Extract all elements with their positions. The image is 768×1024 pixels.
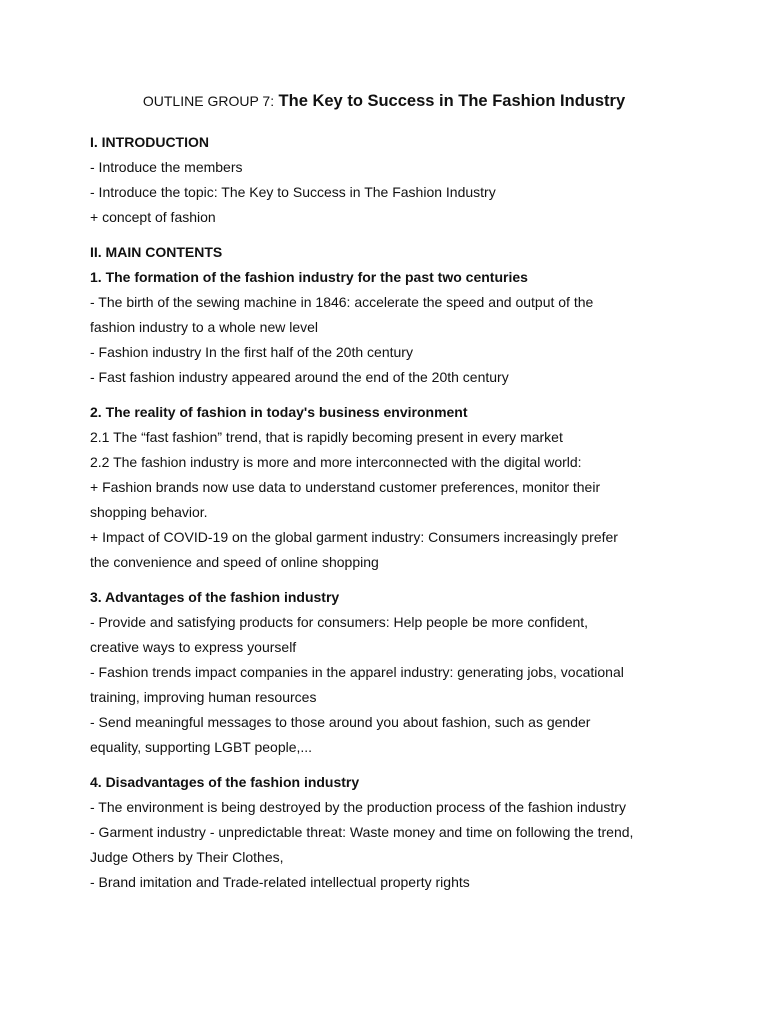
section-heading: 2. The reality of fashion in today's business environment: [90, 404, 468, 420]
outline-line: shopping behavior.: [90, 504, 208, 520]
outline-line: - Provide and satisfying products for consumers: Help people be more confident,: [90, 614, 589, 630]
outline-line: equality, supporting LGBT people,...: [90, 739, 313, 755]
section-heading: I. INTRODUCTION: [90, 134, 209, 150]
section-heading: 1. The formation of the fashion industry for the past two centuries: [90, 269, 528, 285]
outline-line: - Fast fashion industry appeared around the end of the 20th century: [90, 369, 509, 385]
outline-line: fashion industry to a whole new level: [90, 319, 319, 335]
title-prefix: OUTLINE GROUP 7:: [142, 93, 275, 109]
outline-line: - Fashion trends impact companies in the apparel industry: generating jobs, vocational: [90, 664, 624, 680]
outline-line: 2.1 The “fast fashion” trend, that is rapidly becoming present in every market: [90, 429, 563, 445]
section-heading: 3. Advantages of the fashion industry: [90, 589, 340, 605]
outline-line: - Introduce the topic: The Key to Success in The Fashion Industry: [90, 184, 496, 200]
outline-line: - Fashion industry In the first half of the 20th century: [90, 344, 413, 360]
outline-line: creative ways to express yourself: [90, 639, 297, 655]
outline-line: - Brand imitation and Trade-related intellectual property rights: [90, 874, 470, 890]
outline-line: training, improving human resources: [90, 689, 317, 705]
outline-line: - Introduce the members: [90, 159, 243, 175]
section-heading: 4. Disadvantages of the fashion industry: [90, 774, 360, 790]
outline-line: - The birth of the sewing machine in 1846: accelerate the speed and output of the: [90, 294, 594, 310]
document-title: [0, 92, 768, 111]
outline-line: - The environment is being destroyed by the production process of the fashion industry: [90, 799, 626, 815]
outline-line: - Send meaningful messages to those around you about fashion, such as gender: [90, 714, 591, 730]
outline-line: Judge Others by Their Clothes,: [90, 849, 284, 865]
outline-line: + concept of fashion: [90, 209, 216, 225]
outline-line: 2.2 The fashion industry is more and more interconnected with the digital world:: [90, 454, 582, 470]
section-heading: II. MAIN CONTENTS: [90, 244, 223, 260]
title-main: The Key to Success in The Fashion Industry: [278, 92, 626, 110]
outline-line: the convenience and speed of online shopping: [90, 554, 379, 570]
outline-line: + Fashion brands now use data to understand customer preferences, monitor their: [90, 479, 601, 495]
outline-line: + Impact of COVID-19 on the global garment industry: Consumers increasingly prefer: [90, 529, 618, 545]
outline-line: - Garment industry - unpredictable threat: Waste money and time on following the trend,: [90, 824, 634, 840]
